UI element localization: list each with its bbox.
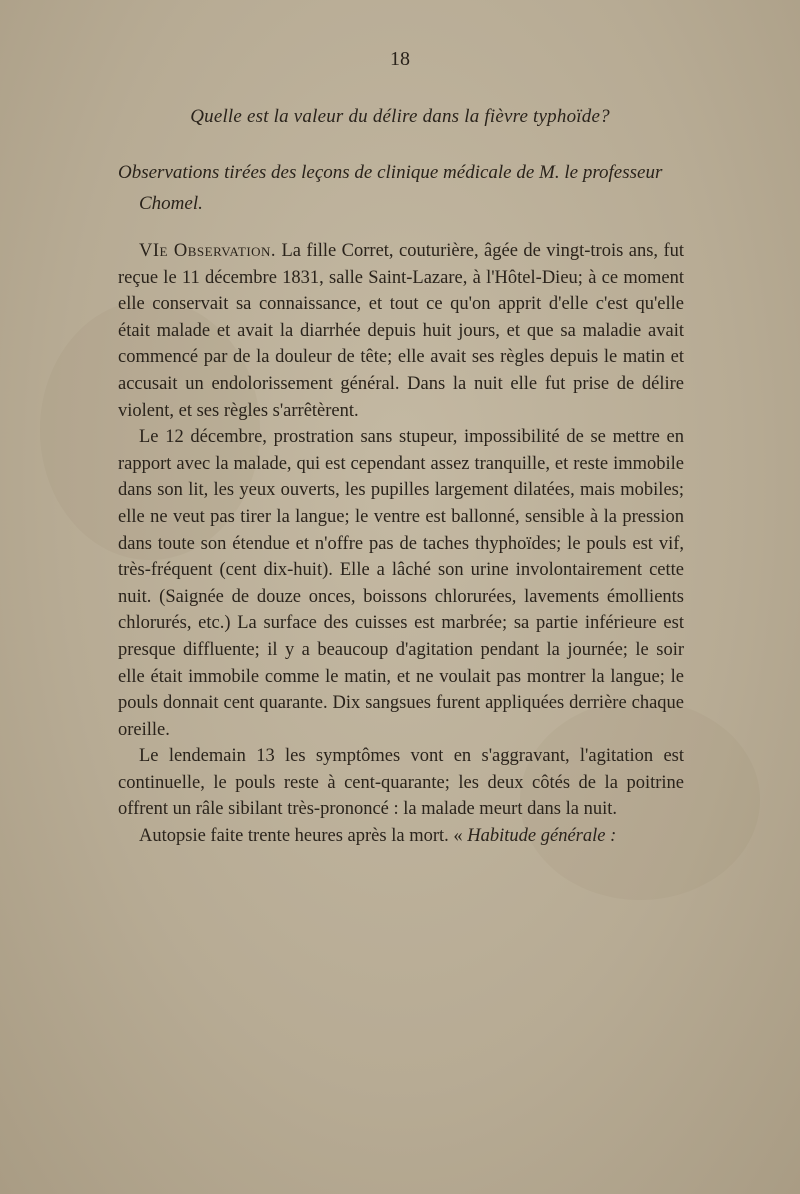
paragraph-1-text: La fille Corret, couturière, âgée de vingt-trois ans, fut reçue le 11 décembre 1831, salle Saint-Lazare, à l'Hôtel-Dieu; à ce moment elle conservait sa connaissance, et tout ce qu'on apprit d'elle c'est qu'elle était malade et avait la diarrhée depuis huit jours, et que sa maladie avait commencé par de la douleur de tête; elle avait ses règles depuis le matin et accusait un endolorissement général. Dans la nuit elle fut prise de délire violent, et ses règles s'arrêtèrent. xyxy=(118,241,685,421)
subheading-line-1: Observations tirées des leçons de clinique médicale de M. le professeur xyxy=(118,162,663,183)
paragraph-4 xyxy=(118,823,684,850)
subheading-line-2: Chomel. xyxy=(139,193,203,214)
observations-subheading xyxy=(118,157,718,219)
observation-body xyxy=(118,238,684,850)
paragraph-3: Le lendemain 13 les symptômes vont en s'aggravant, l'agitation est continuelle, le pouls reste à cent-quarante; les deux côtés de la poitrine offrent un râle sibilant très-prononcé : la malade meurt dans la nuit. xyxy=(118,746,684,820)
paragraph-1 xyxy=(118,238,684,424)
autopsy-italic-text: Habitude générale : xyxy=(467,826,617,847)
section-question-heading: Quelle est la valeur du délire dans la fièvre typhoïde? xyxy=(190,106,610,127)
observation-label: VIe Observation. xyxy=(139,241,277,261)
paragraph-2: Le 12 décembre, prostration sans stupeur, impossibilité de se mettre en rapport avec la malade, qui est cependant assez tranquille, et reste immobile dans son lit, les yeux ouverts, les pupilles largement dilatées, mais mobiles; elle ne veut pas tirer la langue; le ventre est ballonné, sensible à la pression dans toute son étendue et n'offre pas de taches thyphoïdes; le pouls est vif, très-fréquent (cent dix-huit). Elle a lâché son urine involontairement cette nuit. (Saignée de douze onces, boissons chlorurées, lavements émollients chlorurés, etc.) La surface des cuisses est marbrée; sa partie inférieure est presque diffluente; il y a beaucoup d'agitation pendant la journée; le soir elle était immobile comme le matin, et ne voulait pas montrer la langue; le pouls donnait cent quarante. Dix sangsues furent appliquées derrière chaque oreille. xyxy=(118,427,684,740)
autopsy-text: Autopsie faite trente heures après la mort. « xyxy=(139,826,463,847)
page-number: 18 xyxy=(390,48,410,70)
